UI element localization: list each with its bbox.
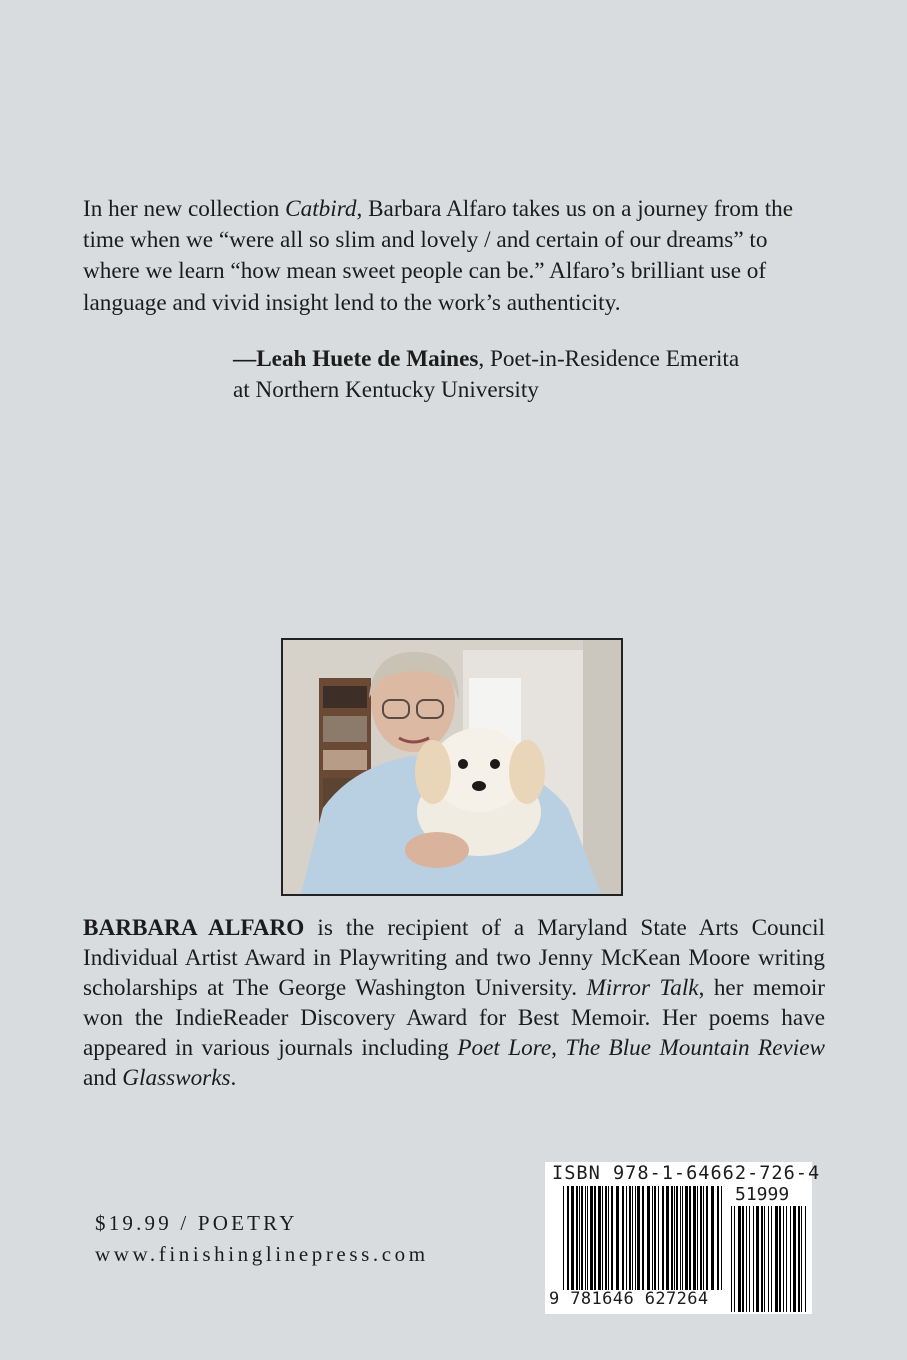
barcode-bar [790,1206,791,1312]
journal-titles: Poet Lore, The Blue Mountain Review [457,1035,825,1061]
barcode-bar [786,1206,787,1312]
barcode-bar [768,1206,769,1312]
barcode-bar [697,1186,698,1290]
barcode-bar [626,1186,627,1290]
barcode-bar [731,1206,732,1312]
price-addon-code: 51999 [735,1184,790,1205]
barcode-bar [706,1186,708,1290]
author-name: BARBARA ALFARO [83,915,305,941]
bio-text-4: . [230,1065,237,1091]
author-photo [281,638,623,896]
barcode-bar [783,1206,784,1312]
barcode-bar [801,1206,802,1312]
barcode-bar [761,1206,763,1312]
barcode-bar [764,1206,765,1312]
barcode-bar [654,1186,656,1290]
barcode-bar [734,1206,735,1312]
barcode-bar [700,1186,702,1290]
bio-text-3: and [83,1065,123,1091]
barcode-bar [682,1186,683,1290]
barcode-bar [567,1186,569,1290]
book-title: Catbird [285,196,357,222]
bio-text-2: , her memoir won the IndieReader Discovery Award for Best Memoir. Her poems have appeared in various journals including [83,975,825,1061]
barcode-bar [742,1206,744,1312]
barcode-bar [658,1186,659,1290]
blurb-text-1: In her new collection [83,196,286,222]
author-bio [83,913,825,1093]
memoir-title: Mirror Talk [586,975,699,1001]
barcode-bar [685,1186,688,1290]
barcode-bar [738,1206,741,1312]
bio-text-1: is the recipient of a Maryland State Arts Council Individual Artist Award in Playwriting and two Jenny McKean Moore writing scholarships at The George Washington University. [83,915,825,1001]
isbn-number: ISBN 978-1-64662-726-4 [552,1162,821,1184]
barcode-bar [749,1206,750,1312]
isbn-barcode [545,1162,821,1314]
barcode-bar [711,1186,714,1290]
barcode-bar [703,1186,704,1290]
barcode-bar [632,1186,633,1290]
barcode-bar [587,1186,588,1290]
barcode-bar [616,1186,619,1290]
barcode-bar [693,1186,696,1290]
reviewer-title: , Poet-in-Residence Emerita [478,346,740,372]
barcode-bar [594,1186,596,1290]
barcode-bar [775,1206,778,1312]
barcode-bar [674,1186,675,1290]
barcode-bar [608,1186,609,1290]
barcode-bar [680,1186,681,1290]
barcode-bar [590,1186,593,1290]
barcode-bar [585,1186,586,1290]
barcode-bar [611,1186,613,1290]
barcode-bar [676,1186,678,1290]
blurb-paragraph [83,194,828,319]
barcode-bar [662,1186,664,1290]
barcode-bar [576,1186,578,1290]
journal-glassworks: Glassworks [122,1065,231,1091]
barcode-bar [798,1206,800,1312]
barcode-bar [805,1206,806,1312]
barcode-bar [571,1186,574,1290]
ean-digits: 9 781646 627264 [549,1289,709,1309]
barcode-bar [721,1186,722,1290]
barcode-bar [671,1186,673,1290]
publisher-url: www.finishinglinepress.com [95,1242,429,1266]
barcode-bar [605,1186,607,1290]
barcode-bar [746,1206,747,1312]
barcode-bar [581,1186,583,1290]
barcode-bar [635,1186,636,1290]
attribution [233,344,833,406]
barcode-bar [753,1206,754,1312]
barcode-bar [602,1186,603,1290]
barcode-bar [579,1186,580,1290]
barcode-bar [647,1186,650,1290]
barcode-bar [793,1206,796,1312]
barcode-bar [652,1186,653,1290]
barcode-bar [642,1186,644,1290]
barcode-bar [717,1186,719,1290]
barcode-bar [598,1186,601,1290]
reviewer-affiliation: at Northern Kentucky University [233,377,539,404]
barcode-bar [756,1206,759,1312]
price-category: $19.99 / POETRY [95,1211,298,1235]
barcode-bar [779,1206,781,1312]
barcode-bar [563,1186,564,1290]
barcode-bar [666,1186,669,1290]
blurb-text-2: , Barbara Alfaro takes us on a journey from the time when we “were all so slim and lovely / and certain of our dreams” to where we learn “how mean sweet people can be.” Alfaro’s brilliant use of language and vivid insight lend to the work’s authenticity. [83,196,794,316]
barcode-bar [622,1186,624,1290]
barcode-bar [637,1186,640,1290]
barcode-bar [771,1206,772,1312]
barcode-bar [689,1186,691,1290]
barcode-bar [629,1186,631,1290]
reviewer-name: —Leah Huete de Maines [233,346,479,372]
